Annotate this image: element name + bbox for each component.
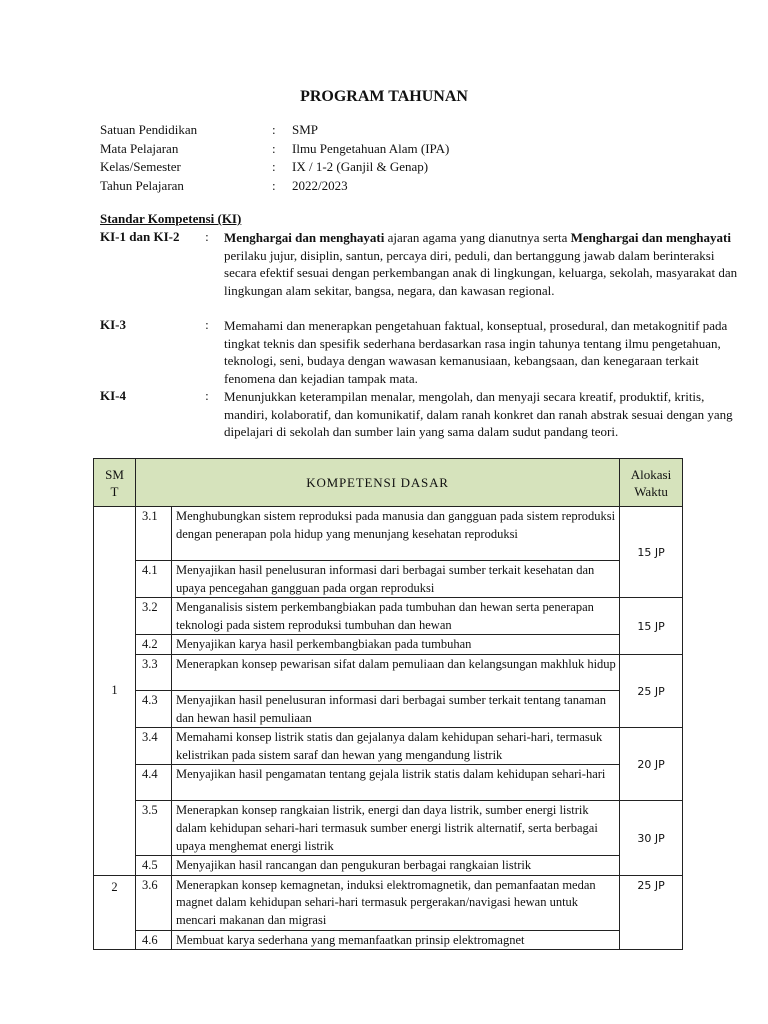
ki-bold: Menghargai dan menghayati bbox=[224, 230, 385, 245]
meta-row-school bbox=[100, 122, 449, 141]
meta-colon: : bbox=[272, 140, 276, 156]
meta-colon: : bbox=[272, 177, 276, 193]
alloc-cell: 25 JP bbox=[620, 654, 683, 727]
kd-text: Menyajikan hasil rancangan dan pengukuran berbagai rangkaian listrik bbox=[172, 856, 620, 876]
kd-text: Menghubungkan sistem reproduksi pada manusia dan gangguan pada sistem reproduksi dengan penerapan pola hidup yang menunjang kesehatan reproduksi bbox=[172, 507, 620, 561]
ki-label: KI-4 bbox=[100, 388, 126, 403]
table-row bbox=[94, 856, 683, 876]
alloc-cell: 15 JP bbox=[620, 598, 683, 655]
table-row bbox=[94, 801, 683, 856]
header-smt-label: SM T bbox=[105, 466, 124, 499]
ki-text-part: perilaku jujur, disiplin, santun, percaya diri, peduli, dan bertanggung jawab dalam berinteraksi secara efektif sesuai dengan perkembangan anak di lingkungan, keluarga, sekolah, masyarakat dan lingkungan alam sekitar, bangsa, negara, dan kawasan regional. bbox=[224, 247, 738, 298]
table-header-row bbox=[94, 459, 683, 507]
meta-row-class bbox=[100, 159, 449, 178]
kd-code: 3.2 bbox=[136, 598, 172, 635]
kd-text: Memahami konsep listrik statis dan gejalanya dalam kehidupan sehari-hari, termasuk kelistrikan pada sistem saraf dan hewan yang mengandung listrik bbox=[172, 728, 620, 765]
table-row bbox=[94, 765, 683, 801]
ki-label: KI-1 dan KI-2 bbox=[100, 229, 180, 244]
table-row bbox=[94, 635, 683, 655]
table-row bbox=[94, 930, 683, 950]
ki-colon: : bbox=[205, 388, 209, 403]
ki-heading: Standar Kompetensi (KI) bbox=[100, 211, 242, 226]
header-smt bbox=[94, 459, 136, 507]
header-alloc bbox=[620, 459, 683, 507]
meta-label: Tahun Pelajaran bbox=[100, 177, 184, 193]
ki-text-part: ajaran agama yang dianutnya serta bbox=[384, 230, 571, 245]
meta-row-subject bbox=[100, 141, 449, 160]
header-alloc-line1: Alokasi bbox=[630, 466, 672, 482]
kd-code: 4.5 bbox=[136, 856, 172, 876]
kd-code: 3.1 bbox=[136, 507, 172, 561]
alloc-cell: 20 JP bbox=[620, 728, 683, 801]
table-row bbox=[94, 690, 683, 727]
kd-code: 3.5 bbox=[136, 801, 172, 856]
meta-value: SMP bbox=[292, 122, 319, 137]
meta-label: Mata Pelajaran bbox=[100, 140, 179, 156]
ki-bold: Menghargai dan menghayati bbox=[570, 230, 731, 245]
kd-text: Menerapkan konsep kemagnetan, induksi elektromagnetik, dan pemanfaatan medan magnet dalam kehidupan sehari-hari termasuk pergerakan/navigasi hewan untuk mencari makanan dan migrasi bbox=[172, 875, 620, 930]
ki-1-2 bbox=[100, 229, 740, 299]
table-row bbox=[94, 598, 683, 635]
competency-table bbox=[93, 458, 683, 950]
alloc-cell: 15 JP bbox=[620, 507, 683, 598]
meta-colon: : bbox=[272, 159, 276, 175]
kd-text: Menyajikan hasil penelusuran informasi dari berbagai sumber terkait kesehatan dan upaya pencegahan gangguan pada organ reproduksi bbox=[172, 561, 620, 598]
kd-text: Menganalisis sistem perkembangbiakan pada tumbuhan dan hewan serta penerapan teknologi pada sistem reproduksi tumbuhan dan hewan bbox=[172, 598, 620, 635]
identity-block bbox=[100, 122, 449, 196]
kd-code: 3.4 bbox=[136, 728, 172, 765]
meta-label: Satuan Pendidikan bbox=[100, 122, 198, 137]
alloc-cell: 30 JP bbox=[620, 801, 683, 875]
kd-code: 3.6 bbox=[136, 875, 172, 930]
kd-text: Menyajikan hasil penelusuran informasi dari berbagai sumber terkait tentang tanaman dan hewan hasil pemuliaan bbox=[172, 690, 620, 727]
alloc-cell: 25 JP bbox=[620, 875, 683, 949]
ki-4 bbox=[100, 388, 740, 441]
semester-cell: 1 bbox=[94, 507, 136, 876]
ki-text: Menunjukkan keterampilan menalar, mengolah, dan menyaji secara kreatif, produktif, kritis, mandiri, kolaboratif, dan komunikatif, dalam ranah konkret dan ranah abstrak sesuai dengan yang dipelajari di sekolah dan sumber lain yang sama dalam sudut pandang teori. bbox=[224, 389, 733, 440]
kd-code: 4.3 bbox=[136, 690, 172, 727]
kd-text: Menerapkan konsep pewarisan sifat dalam pemuliaan dan kelangsungan makhluk hidup bbox=[172, 654, 620, 690]
kd-code: 4.2 bbox=[136, 635, 172, 655]
kd-code: 4.1 bbox=[136, 561, 172, 598]
header-alloc-line2: Waktu bbox=[634, 483, 668, 499]
meta-colon: : bbox=[272, 122, 276, 137]
meta-value: 2022/2023 bbox=[292, 177, 348, 193]
kd-code: 4.4 bbox=[136, 765, 172, 801]
ki-text: Memahami dan menerapkan pengetahuan faktual, konseptual, prosedural, dan metakognitif pada tingkat teknis dan spesifik sederhana berdasarkan rasa ingin tahunya tentang ilmu pengetahuan, teknologi, seni, budaya dengan wawasan kemanusiaan, kebangsaan, dan kenegaraan terkait fenomena dan kejadian tampak mata. bbox=[224, 318, 728, 386]
kd-text: Menyajikan karya hasil perkembangbiakan pada tumbuhan bbox=[172, 635, 620, 655]
table-row bbox=[94, 654, 683, 690]
ki-label: KI-3 bbox=[100, 317, 126, 332]
table-row bbox=[94, 728, 683, 765]
ki-colon: : bbox=[205, 317, 209, 332]
ki-colon: : bbox=[205, 229, 209, 244]
ki-text bbox=[224, 229, 740, 299]
table-row bbox=[94, 561, 683, 598]
table-row bbox=[94, 875, 683, 930]
kd-text: Membuat karya sederhana yang memanfaatkan prinsip elektromagnet bbox=[172, 930, 620, 950]
meta-value: IX / 1-2 (Ganjil & Genap) bbox=[292, 159, 429, 175]
ki-3 bbox=[100, 317, 740, 387]
kd-code: 4.6 bbox=[136, 930, 172, 950]
meta-value: Ilmu Pengetahuan Alam (IPA) bbox=[292, 140, 450, 156]
meta-label: Kelas/Semester bbox=[100, 159, 181, 175]
meta-row-year bbox=[100, 178, 449, 197]
page-title: PROGRAM TAHUNAN bbox=[300, 88, 468, 105]
header-kd: KOMPETENSI DASAR bbox=[136, 459, 620, 507]
kd-text: Menerapkan konsep rangkaian listrik, energi dan daya listrik, sumber energi listrik dalam kehidupan sehari-hari termasuk sumber energi listrik alternatif, serta berbagai upaya menghemat energi listrik bbox=[172, 801, 620, 856]
kd-code: 3.3 bbox=[136, 654, 172, 690]
table-row bbox=[94, 507, 683, 561]
semester-cell: 2 bbox=[94, 875, 136, 949]
kd-text: Menyajikan hasil pengamatan tentang gejala listrik statis dalam kehidupan sehari-hari bbox=[172, 765, 620, 801]
